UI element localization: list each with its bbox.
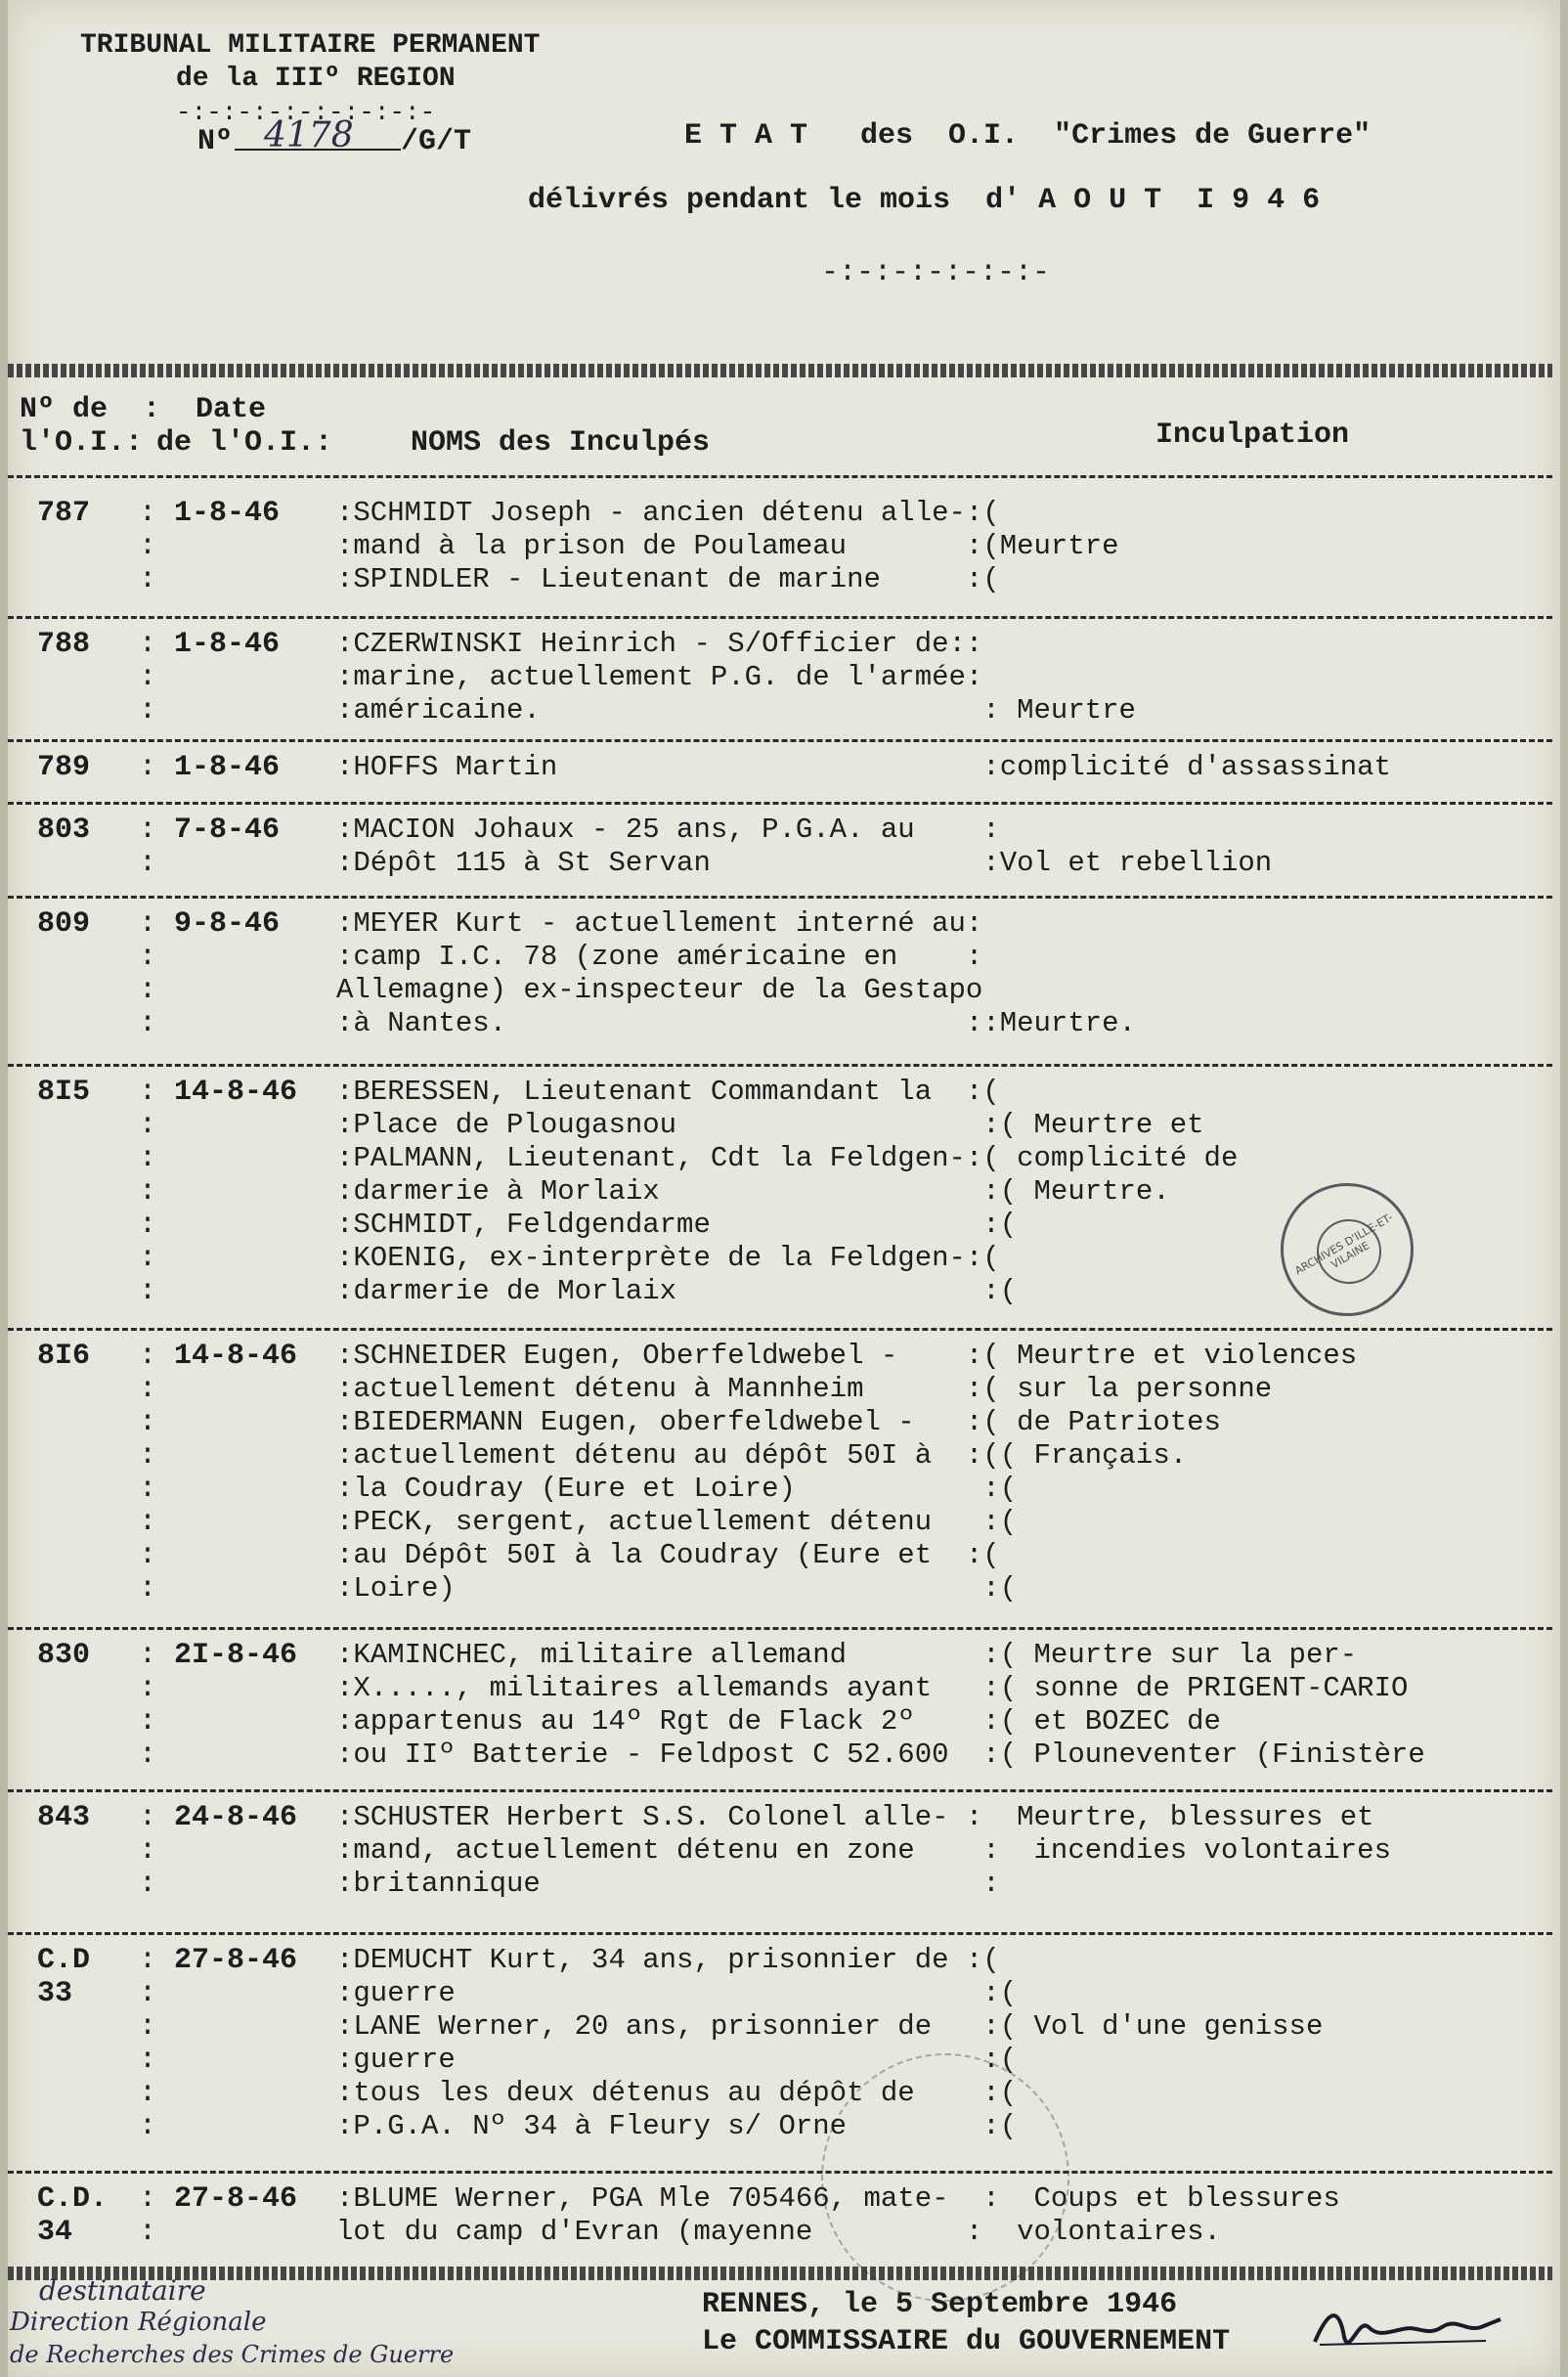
column-separator: :: [139, 1109, 157, 1142]
inculpe-line: Allemagne) ex-inspecteur de la Gestapo: [336, 974, 983, 1006]
column-separator: :: [139, 2216, 157, 2249]
oi-number: 803: [37, 814, 91, 847]
column-separator: :: [139, 1868, 157, 1901]
inculpe-line: :DEMUCHT Kurt, 34 ans, prisonnier de :(: [336, 1944, 1000, 1976]
col-header-num: Nº de :: [20, 393, 161, 426]
oi-date: 14-8-46: [174, 1340, 298, 1373]
inculpe-line: :P.G.A. Nº 34 à Fleury s/ Orne :(: [336, 2110, 1018, 2142]
column-separator: :: [139, 1739, 157, 1772]
column-separator: :: [139, 1439, 157, 1473]
row-divider: [8, 739, 1552, 742]
column-separator: :: [139, 847, 157, 880]
inculpe-line: :KOENIG, ex-interprète de la Feldgen-:(: [336, 1242, 1000, 1274]
inculpe-line: :PALMANN, Lieutenant, Cdt la Feldgen-:( complicité de: [336, 1142, 1239, 1174]
column-separator: :: [139, 1572, 157, 1606]
oi-date: 9-8-46: [174, 907, 281, 941]
col-header-noms: NOMS des Inculpés: [411, 426, 711, 460]
inculpe-line: lot du camp d'Evran (mayenne : volontaires.: [336, 2216, 1221, 2248]
column-separator: :: [139, 661, 157, 694]
oi-date: 7-8-46: [174, 814, 281, 847]
inculpe-line: :BLUME Werner, PGA Mle 705466, mate- : Coups et blessures: [336, 2182, 1340, 2215]
inculpe-line: :HOFFS Martin :complicité d'assassinat: [336, 751, 1391, 783]
column-separator: :: [139, 2010, 157, 2044]
document-title: E T A T des O.I. "Crimes de Guerre": [684, 119, 1372, 153]
row-divider: [8, 896, 1552, 899]
column-separator: :: [139, 814, 157, 847]
inculpe-line: :CZERWINSKI Heinrich - S/Officier de::: [336, 628, 983, 660]
oi-date: 2I-8-46: [174, 1639, 298, 1672]
inculpe-line: :la Coudray (Eure et Loire) :(: [336, 1473, 1018, 1505]
inculpe-line: :guerre :(: [336, 2044, 1018, 2076]
row-divider: [8, 802, 1552, 805]
inculpe-line: :Loire) :(: [336, 1572, 1018, 1605]
inculpe-line: :SCHUSTER Herbert S.S. Colonel alle- : Meurtre, blessures et: [336, 1801, 1374, 1833]
column-separator: :: [139, 1506, 157, 1539]
oi-date: 1-8-46: [174, 751, 281, 784]
oi-date: 27-8-46: [174, 1944, 298, 1977]
inculpe-line: :américaine. : Meurtre: [336, 694, 1136, 726]
column-separator: :: [139, 751, 157, 784]
inculpe-line: :BIEDERMANN Eugen, oberfeldwebel - :( de Patriotes: [336, 1406, 1221, 1438]
inculpe-line: :actuellement détenu au dépôt 50I à :(( Français.: [336, 1439, 1188, 1472]
column-separator: :: [139, 1705, 157, 1739]
column-separator: :: [139, 974, 157, 1007]
column-separator: :: [139, 1672, 157, 1705]
inculpe-line: :camp I.C. 78 (zone américaine en :: [336, 941, 983, 973]
column-separator: :: [139, 1209, 157, 1242]
column-separator: :: [139, 1406, 157, 1439]
column-separator: :: [139, 2077, 157, 2110]
oi-number: 789: [37, 751, 91, 784]
destinataire-line2: de Recherches des Crimes de Guerre: [10, 2341, 455, 2368]
column-separator: :: [139, 1639, 157, 1672]
inculpe-line: :MEYER Kurt - actuellement interné au:: [336, 907, 983, 940]
row-divider: [8, 616, 1552, 619]
oi-date: 24-8-46: [174, 1801, 298, 1834]
column-separator: :: [139, 941, 157, 974]
numero-label: Nº: [197, 125, 234, 158]
column-separator: :: [139, 1340, 157, 1373]
column-separator: :: [139, 1076, 157, 1109]
inculpe-line: :PECK, sergent, actuellement détenu :(: [336, 1506, 1018, 1538]
inculpe-line: :Place de Plougasnou :( Meurtre et: [336, 1109, 1204, 1141]
handwritten-signature: [1310, 2298, 1505, 2356]
tribunal-name: TRIBUNAL MILITAIRE PERMANENT: [80, 30, 541, 61]
inculpe-line: :SPINDLER - Lieutenant de marine :(: [336, 563, 1000, 595]
row-divider: [8, 1932, 1552, 1935]
row-divider: [8, 1064, 1552, 1067]
oi-number: 8I5: [37, 1076, 91, 1109]
inculpe-line: :darmerie de Morlaix :(: [336, 1275, 1018, 1307]
inculpe-line: :Dépôt 115 à St Servan :Vol et rebellion: [336, 847, 1273, 879]
oi-date: 1-8-46: [174, 628, 281, 661]
column-separator: :: [139, 1473, 157, 1506]
inculpe-line: :MACION Johaux - 25 ans, P.G.A. au :: [336, 814, 1000, 846]
inculpe-line: :LANE Werner, 20 ans, prisonnier de :( Vol d'une genisse: [336, 2010, 1324, 2043]
inculpe-line: :ou IIº Batterie - Feldpost C 52.600 :( Plouneventer (Finistère: [336, 1739, 1425, 1771]
document-subtitle: délivrés pendant le mois d' A O U T I 9 4 6: [528, 184, 1321, 217]
inculpe-line: :KAMINCHEC, militaire allemand :( Meurtre sur la per-: [336, 1639, 1358, 1671]
column-separator: :: [139, 2044, 157, 2077]
numero-underline: [235, 149, 401, 151]
oi-number: C.D 33: [37, 1944, 91, 2010]
inculpe-line: :tous les deux détenus au dépôt de :(: [336, 2077, 1018, 2109]
column-separator: :: [139, 2182, 157, 2216]
oi-date: 27-8-46: [174, 2182, 298, 2216]
row-divider: [8, 1328, 1552, 1331]
inculpe-line: :X....., militaires allemands ayant :( sonne de PRIGENT-CARIO: [336, 1672, 1409, 1704]
column-separator: :: [139, 1142, 157, 1175]
column-separator: :: [139, 1373, 157, 1406]
column-separator: :: [139, 628, 157, 661]
inculpe-line: :SCHMIDT Joseph - ancien détenu alle-:(: [336, 497, 1000, 529]
column-separator: :: [139, 1175, 157, 1209]
inculpe-line: :darmerie à Morlaix :( Meurtre.: [336, 1175, 1170, 1208]
row-divider: [8, 1627, 1552, 1630]
inculpe-line: :mand, actuellement détenu en zone : incendies volontaires: [336, 1834, 1391, 1867]
column-separator: :: [139, 694, 157, 727]
oi-number: 787: [37, 497, 91, 530]
column-separator: :: [139, 530, 157, 563]
column-separator: :: [139, 907, 157, 941]
inculpe-line: :actuellement détenu à Mannheim :( sur la personne: [336, 1373, 1273, 1405]
inculpe-line: :à Nantes. ::Meurtre.: [336, 1007, 1136, 1039]
col-header-date: Date: [196, 393, 267, 426]
column-separator: :: [139, 1944, 157, 1977]
row-divider: [8, 1789, 1552, 1792]
column-separator: :: [139, 1242, 157, 1275]
oi-number: 788: [37, 628, 91, 661]
column-separator: :: [139, 1977, 157, 2010]
tribunal-region: de la IIIº REGION: [176, 64, 456, 94]
inculpe-line: :marine, actuellement P.G. de l'armée:: [336, 661, 983, 693]
col-header-inculpation: Inculpation: [1155, 418, 1350, 452]
title-separator: -:-:-:-:-:-:-: [821, 256, 1051, 289]
col-header-num-2: l'O.I.:: [20, 426, 144, 460]
table-bottom-border: [8, 2267, 1552, 2280]
header-separator: -:-:-:-:-:-:-:-:-: [176, 98, 436, 127]
archive-stamp: [1281, 1183, 1414, 1316]
inculpe-line: :mand à la prison de Poulameau :(Meurtre: [336, 530, 1119, 562]
col-header-date-2: de l'O.I.:: [156, 426, 333, 460]
stamp-text: ARCHIVES D'ILLE-ET-VILAINE: [1292, 1211, 1396, 1278]
oi-number: 843: [37, 1801, 91, 1834]
destinataire-label: destinataire: [39, 2274, 206, 2307]
inculpe-line: :SCHNEIDER Eugen, Oberfeldwebel - :( Meurtre et violences: [336, 1340, 1358, 1372]
column-separator: :: [139, 497, 157, 530]
inculpe-line: :appartenus au 14º Rgt de Flack 2º :( et BOZEC de: [336, 1705, 1221, 1738]
column-separator: :: [139, 2110, 157, 2143]
oi-date: 1-8-46: [174, 497, 281, 530]
inculpe-line: :britannique :: [336, 1868, 1000, 1900]
inculpe-line: :guerre :(: [336, 1977, 1018, 2009]
oi-number: 8I6: [37, 1340, 91, 1373]
oi-number: 830: [37, 1639, 91, 1672]
faded-stamp: [821, 2053, 1069, 2302]
destinataire-line1: Direction Régionale: [10, 2308, 267, 2337]
oi-number: 809: [37, 907, 91, 941]
oi-number: C.D. 34: [37, 2182, 109, 2249]
numero-value: 4178: [264, 115, 354, 155]
header-row-divider: [8, 475, 1552, 478]
numero-suffix: /G/T: [401, 125, 472, 158]
oi-date: 14-8-46: [174, 1076, 298, 1109]
column-separator: :: [139, 1007, 157, 1040]
signatory: Le COMMISSAIRE du GOUVERNEMENT: [702, 2325, 1231, 2358]
inculpe-line: :BERESSEN, Lieutenant Commandant la :(: [336, 1076, 1000, 1108]
inculpe-line: :au Dépôt 50I à la Coudray (Eure et :(: [336, 1539, 1000, 1571]
column-separator: :: [139, 1834, 157, 1868]
place-date: RENNES, le 5 Septembre 1946: [702, 2288, 1178, 2321]
column-separator: :: [139, 1539, 157, 1572]
column-separator: :: [139, 1275, 157, 1308]
column-separator: :: [139, 563, 157, 596]
inculpe-line: :SCHMIDT, Feldgendarme :(: [336, 1209, 1018, 1241]
column-separator: :: [139, 1801, 157, 1834]
table-top-border: [8, 364, 1552, 377]
row-divider: [8, 2171, 1552, 2174]
